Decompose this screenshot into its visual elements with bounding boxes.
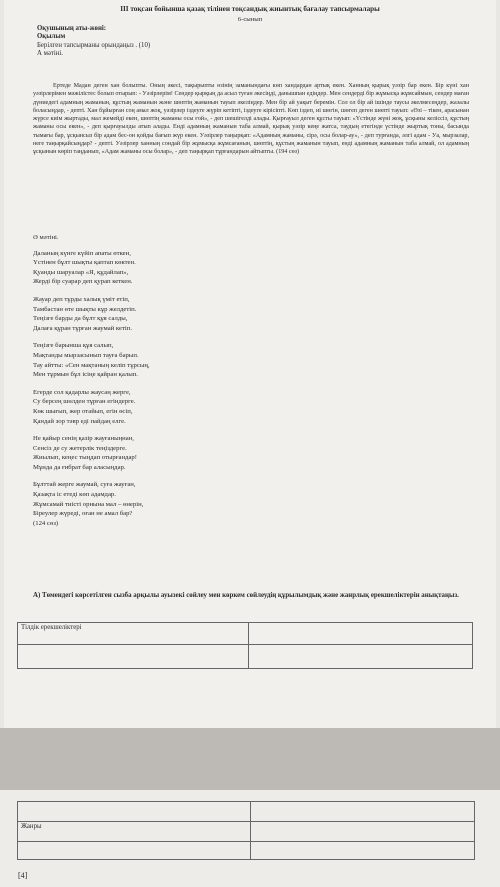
table-cell[interactable] bbox=[18, 842, 251, 860]
table-cell[interactable] bbox=[251, 822, 475, 842]
poem-line: Теңізге барынша құя салып, bbox=[33, 342, 114, 350]
worksheet-title: ІІІ тоқсан бойынша қазақ тілінен тоқсандық жиынтық бағалау тапсырмалары bbox=[120, 5, 380, 13]
text-a-paragraph: Ертеде Мадан деген хан болыпты. Оның əкесі, тақырыпты өзінің заманындағы көп хандардан артық екен. Ханның қырық уəзір бар екен. Бір күні хан уəзірлерімен мəжілістес болып отырып: - Уəзірлерім! Сендер қырқың да асыл туған əкесіңді, данышпан едіңдер. Мен сендерді бір жұмысқа жұмсаймын, сендер маған дүниедегі адамның жаманын, құстың жаманын жəне шөптің жаманын тауып əкеліңдер. Мен бір ай уақыт беремін. Сол ол бір ай ішінде таусы əкелмесеңдер, жазалы боласыңдар, - депті. Хан бұйырған соң амал жоқ, уəзірлер іздеуге жүріп кетіпті, іздеуге кірісіпті. Көп іздеп, иі шөгін, шөгеп деген шөпті тауып: «Өзі – тікен, арасынан жүрсе киім жыртады, мал жемейді екен, шөптің жаманы осы ғой», - деп шешігелді алады. Қырғауыл деген құсты тауып: «Үстінде жүні жоқ, ұсқыны келіссіз, құстың жаманы осы екен», - деп қырғауылды атып алады. Енді адамның жаманын таба алмай, қырық уəзір кеңе жатса, таудың етегінде үстінде жыртық тоны, басында тымағы бар, ұсқынсыз бір адам бес-он қойды бағып жүр екен. Уəзірлер таңырқап: «Адамның жаманы, сірə, осы болар-ау», - деп турғанда, әлгі адам - Уа, мырзалар, неге таңырқайсыңдар? - депті. Уəзірлер ханның сондай бір жұмысқа жұмсағанын, шөптің, құстың жаманын тауып, енді адамның жаманын таба алмай, ол адамның ұсқынын көріп таңданып, «Адам жаманы осы болар», - деп таңырқап тұрғандарын айтыпты. (194 сөз) bbox=[33, 83, 469, 156]
features-table bbox=[17, 622, 473, 669]
poem-line: Далаға құран тұрған жаумай кетіп. bbox=[33, 324, 132, 332]
instructions-line: Берілген тапсырманы орындаңыз . (10) bbox=[37, 41, 151, 49]
text-a-label: А мәтіні. bbox=[37, 50, 64, 58]
poem-stanza bbox=[33, 249, 253, 287]
poem-line: Егерде сол қадарлы жаусаң жерге, bbox=[33, 388, 131, 396]
text-a-body bbox=[33, 82, 469, 157]
grade-label: 6-сынып bbox=[237, 16, 263, 23]
genre-label-cell: Жанры bbox=[18, 822, 251, 842]
text-b bbox=[33, 233, 253, 536]
poem-line: Жерді бір суарар деп қурап кеткен. bbox=[33, 278, 133, 286]
poem-line: Жауар деп тұрды халық үміт етіп, bbox=[33, 295, 130, 303]
poem-stanzas bbox=[33, 249, 253, 529]
poem-line: Су берсең шөлден тұрған егіндерге. bbox=[33, 398, 136, 406]
poem-line: Мақтанды мырзасынып тауға барып. bbox=[33, 351, 139, 359]
poem-line: Не қайыр сенің қазір жауғаныңнан, bbox=[33, 435, 134, 443]
poem-stanza bbox=[33, 295, 253, 333]
table-cell[interactable] bbox=[249, 623, 473, 645]
table-cell[interactable] bbox=[251, 842, 475, 860]
page-fold-shadow bbox=[0, 728, 500, 790]
poem-stanza bbox=[33, 434, 253, 472]
poem-stanza bbox=[33, 341, 253, 379]
page-marker: [4] bbox=[18, 871, 28, 880]
genre-table bbox=[17, 801, 475, 860]
table-cell[interactable] bbox=[18, 802, 251, 822]
poem-line: (124 сөз) bbox=[33, 519, 59, 527]
section-label: Оқылым bbox=[37, 33, 66, 41]
poem-line: Теңізге барды да бұлт құя салды, bbox=[33, 315, 128, 323]
poem-line: Жиылып, кеңес тыңдап отырғандар! bbox=[33, 454, 137, 462]
poem-line: Бұлттай жерге жаумай, суға жауған, bbox=[33, 481, 136, 489]
poem-line: Даланың күнге күйіп апаты өткен, bbox=[33, 249, 131, 257]
table-header-cell: Тілдік ерекшеліктері bbox=[18, 623, 249, 645]
poem-stanza bbox=[33, 480, 253, 528]
poem-line: Қандай зор тəвр еді пайдаң елге. bbox=[33, 417, 126, 425]
poem-line: Қазақта іс етеді көп адамдар. bbox=[33, 491, 116, 499]
poem-line: Үстінен бұлт шықты қаптап көктен. bbox=[33, 259, 136, 267]
poem-line: Қуанды шаруалар «Я, құдайлап», bbox=[33, 268, 129, 276]
poem-line: Мен тұрмын бұл ісіңе қайран қалып. bbox=[33, 371, 138, 379]
task-a: А) Төмендегі көрсетілген сызба арқылы ауызекі сөйлеу мен көркем сөйлеудің құрылымдық жəне жанрлық ерекшеліктерін анықтаңыз. bbox=[33, 592, 459, 599]
poem-line: Тамбастан өте шықты кұр желдетіп. bbox=[33, 305, 137, 313]
poem-line: Жұмсамай тиісті орнына мал – өнерін, bbox=[33, 500, 144, 508]
poem-stanza bbox=[33, 388, 253, 426]
table-cell[interactable] bbox=[249, 645, 473, 669]
worksheet-header-block bbox=[37, 25, 150, 59]
table-cell[interactable] bbox=[251, 802, 475, 822]
table-cell[interactable] bbox=[18, 645, 249, 669]
poem-line: Тау айтты: «Сен мақтаның келіп тұрсың, bbox=[33, 361, 150, 369]
student-name-label: Оқушының аты-жөні: bbox=[37, 25, 107, 32]
poem-line: Көк шығып, жер отайып, егін өсіп, bbox=[33, 407, 133, 415]
poem-line: Мұнда да ғибрат бар аласыңдар. bbox=[33, 463, 126, 471]
text-b-label: Ә мәтіні. bbox=[33, 234, 59, 241]
poem-line: Біреулер жүреді, оған не амал бар? bbox=[33, 510, 133, 518]
poem-line: Сенсіз де су жетерлік теңіздерге. bbox=[33, 444, 127, 452]
